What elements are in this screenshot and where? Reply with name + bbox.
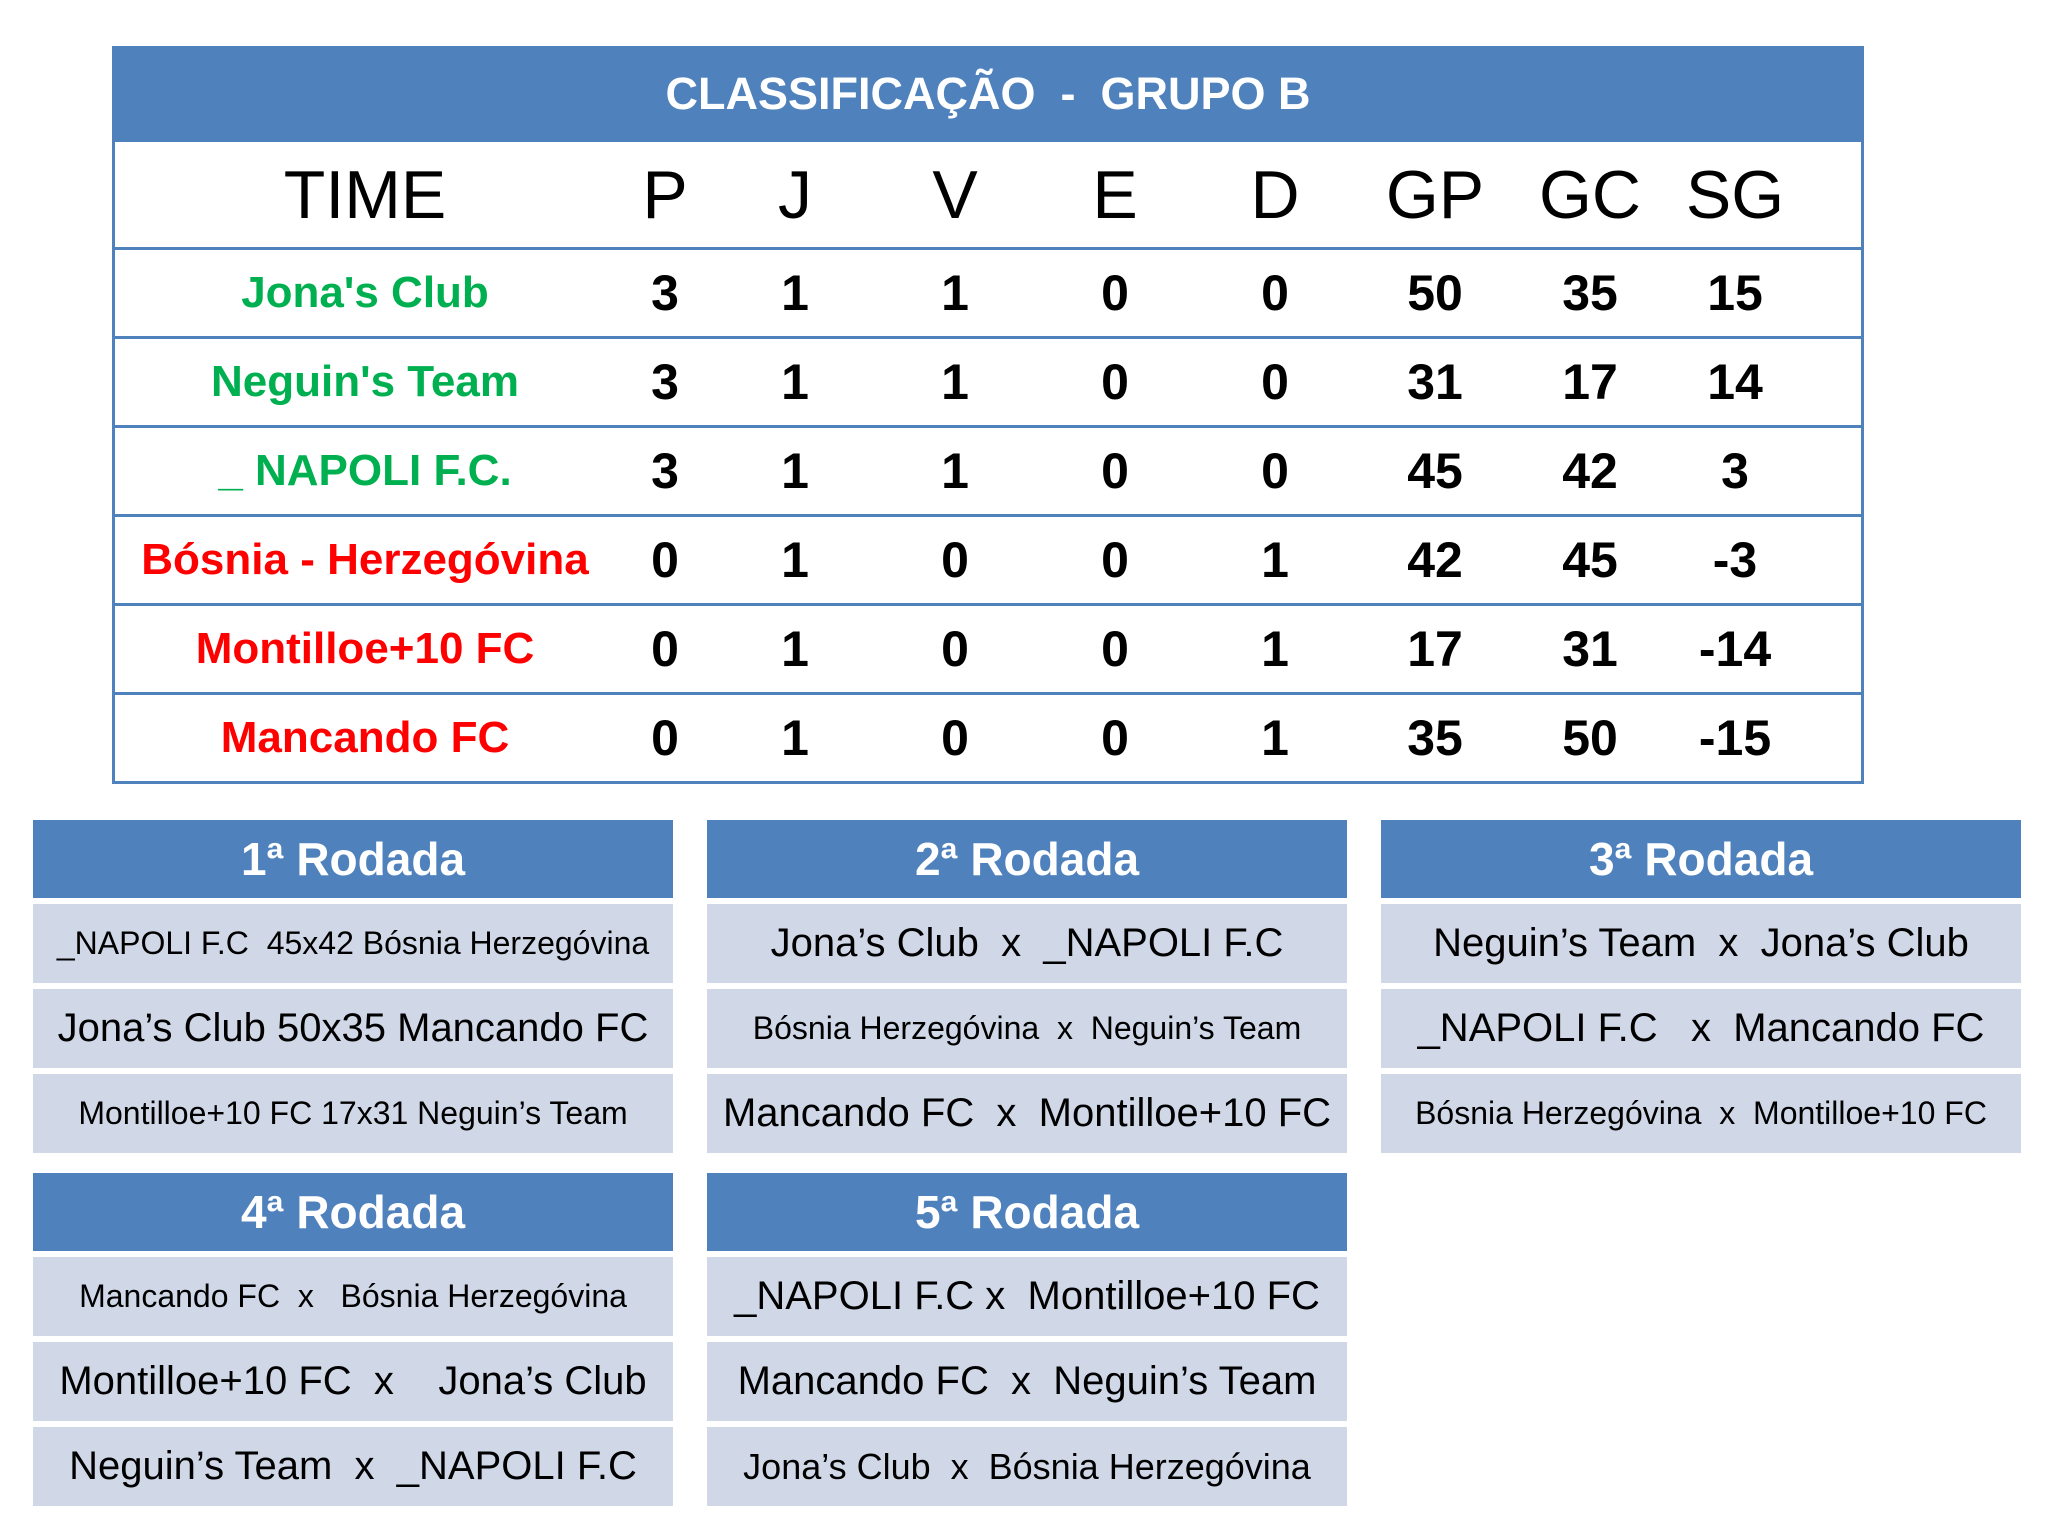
goals-for: 17	[1407, 621, 1463, 677]
match-item: Montilloe+10 FC x Jona’s Club	[33, 1342, 673, 1421]
header-wins: V	[932, 156, 978, 233]
wins: 1	[941, 354, 969, 410]
goal-difference: 3	[1721, 443, 1749, 499]
standings-header-row	[115, 139, 1861, 247]
header-played: J	[778, 156, 812, 233]
match-item: Jona’s Club x Bósnia Herzegóvina	[707, 1427, 1347, 1506]
goal-difference: -3	[1712, 532, 1758, 588]
round-card	[707, 820, 1347, 1153]
team-name: Neguin's Team	[211, 357, 519, 406]
match-item: Neguin’s Team x _NAPOLI F.C	[33, 1427, 673, 1506]
team-name: Mancando FC	[220, 713, 510, 762]
played: 1	[781, 710, 809, 766]
goals-for: 35	[1407, 710, 1463, 766]
match-item: Mancando FC x Neguin’s Team	[707, 1342, 1347, 1421]
match-item: _NAPOLI F.C 45x42 Bósnia Herzegóvina	[33, 904, 673, 983]
round-card	[33, 1173, 673, 1506]
losses: 1	[1261, 621, 1289, 677]
goal-difference: -14	[1698, 621, 1772, 677]
team-name: Bósnia - Herzegóvina	[141, 535, 589, 584]
standings-row	[115, 692, 1861, 781]
header-goal-difference: SG	[1685, 156, 1785, 233]
round-title: 3ª Rodada	[1381, 820, 2021, 898]
points: 3	[651, 443, 679, 499]
goals-against: 42	[1562, 443, 1618, 499]
goal-difference: -15	[1698, 710, 1772, 766]
match-item: Mancando FC x Montilloe+10 FC	[707, 1074, 1347, 1153]
goals-against: 45	[1562, 532, 1618, 588]
round-title: 4ª Rodada	[33, 1173, 673, 1251]
match-item: _NAPOLI F.C x Mancando FC	[1381, 989, 2021, 1068]
played: 1	[781, 354, 809, 410]
match-item: _NAPOLI F.C x Montilloe+10 FC	[707, 1257, 1347, 1336]
team-name: Jona's Club	[241, 268, 489, 317]
standings-row	[115, 425, 1861, 514]
goals-against: 35	[1562, 265, 1618, 321]
standings-table	[112, 46, 1864, 784]
wins: 1	[941, 265, 969, 321]
played: 1	[781, 621, 809, 677]
goals-for: 31	[1407, 354, 1463, 410]
losses: 0	[1261, 443, 1289, 499]
losses: 1	[1261, 532, 1289, 588]
draws: 0	[1101, 621, 1129, 677]
draws: 0	[1101, 354, 1129, 410]
standings-row	[115, 514, 1861, 603]
match-item: Montilloe+10 FC 17x31 Neguin’s Team	[33, 1074, 673, 1153]
match-item: Mancando FC x Bósnia Herzegóvina	[33, 1257, 673, 1336]
header-goals-for: GP	[1385, 156, 1485, 233]
draws: 0	[1101, 532, 1129, 588]
standings-title: CLASSIFICAÇÃO - GRUPO B	[115, 49, 1861, 139]
team-name: _ NAPOLI F.C.	[218, 446, 512, 495]
draws: 0	[1101, 265, 1129, 321]
match-item: Jona’s Club 50x35 Mancando FC	[33, 989, 673, 1068]
goals-for: 45	[1407, 443, 1463, 499]
wins: 0	[941, 532, 969, 588]
match-item: Bósnia Herzegóvina x Neguin’s Team	[707, 989, 1347, 1068]
header-team: TIME	[283, 156, 447, 233]
points: 3	[651, 265, 679, 321]
goals-against: 17	[1562, 354, 1618, 410]
played: 1	[781, 532, 809, 588]
points: 0	[651, 532, 679, 588]
round-card	[33, 820, 673, 1153]
standings-row	[115, 336, 1861, 425]
goal-difference: 15	[1707, 265, 1763, 321]
round-card	[707, 1173, 1347, 1506]
draws: 0	[1101, 710, 1129, 766]
losses: 0	[1261, 354, 1289, 410]
points: 0	[651, 710, 679, 766]
round-title: 2ª Rodada	[707, 820, 1347, 898]
header-losses: D	[1250, 156, 1300, 233]
header-points: P	[642, 156, 688, 233]
team-name: Montilloe+10 FC	[195, 624, 535, 673]
standings-row	[115, 603, 1861, 692]
wins: 0	[941, 710, 969, 766]
points: 0	[651, 621, 679, 677]
played: 1	[781, 443, 809, 499]
match-item: Neguin’s Team x Jona’s Club	[1381, 904, 2021, 983]
wins: 1	[941, 443, 969, 499]
losses: 0	[1261, 265, 1289, 321]
header-goals-against: GC	[1539, 156, 1641, 233]
played: 1	[781, 265, 809, 321]
round-title: 1ª Rodada	[33, 820, 673, 898]
header-draws: E	[1092, 156, 1138, 233]
losses: 1	[1261, 710, 1289, 766]
standings-row	[115, 247, 1861, 336]
goal-difference: 14	[1707, 354, 1763, 410]
goals-against: 31	[1562, 621, 1618, 677]
match-item: Jona’s Club x _NAPOLI F.C	[707, 904, 1347, 983]
match-item: Bósnia Herzegóvina x Montilloe+10 FC	[1381, 1074, 2021, 1153]
round-card	[1381, 820, 2021, 1153]
wins: 0	[941, 621, 969, 677]
points: 3	[651, 354, 679, 410]
round-title: 5ª Rodada	[707, 1173, 1347, 1251]
draws: 0	[1101, 443, 1129, 499]
goals-for: 42	[1407, 532, 1463, 588]
goals-for: 50	[1407, 265, 1463, 321]
goals-against: 50	[1562, 710, 1618, 766]
